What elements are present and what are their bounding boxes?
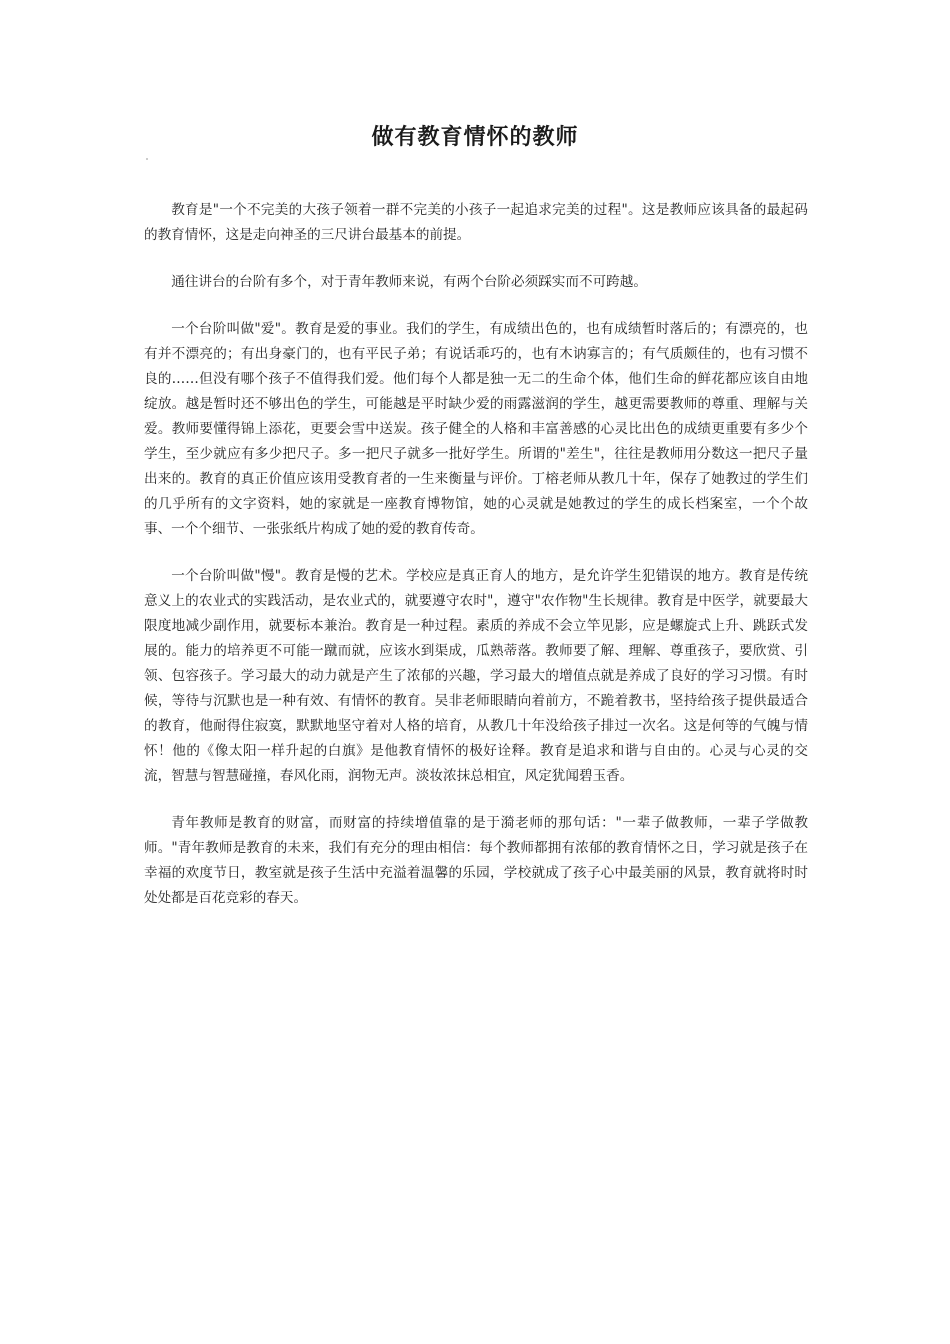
paragraph-steps: 通往讲台的台阶有多个，对于青年教师来说，有两个台阶必须踩实而不可跨越。 [171,274,647,290]
paragraph-love: 一个台阶叫做"爱"。教育是爱的事业。我们的学生，有成绩出色的，也有成绩暂时落后的；有漂亮的，也有并不漂亮的；有出身豪门的，也有平民子弟；有说话乖巧的，也有木讷寡言的；有气质颇佳的，也有习惯不良的……但没有哪个孩子不值得我们爱。他们每个人都是独一无二的生命个体，他们生命的鲜花都应该自由地绽放。越是暂时还不够出色的学生，可能越是平时缺少爱的雨露滋润的学生，越更需要教师的尊重、理解与关爱。教师要懂得锦上添花，更要会雪中送炭。孩子健全的人格和丰富善感的心灵比出色的成绩更重要有多少个学生，至少就应有多少把尺子。多一把尺子就多一批好学生。所谓的"差生"，往往是教师用分数这一把尺子量出来的。教育的真正价值应该用受教育者的一生来衡量与评价。丁榕老师从教几十年，保存了她教过的学生们的几乎所有的文字资料，她的家就是一座教育博物馆，她的心灵就是她教过的学生的成长档案室，一个个故事、一个个细节、一张张纸片构成了她的爱的教育传奇。 [144,321,808,537]
document-title: 做有教育情怀的教师 [371,125,579,150]
paragraph-conclusion: 青年教师是教育的财富，而财富的持续增值靠的是于漪老师的那句话："一辈子做教师，一辈子学做教师。"青年教师是教育的未来，我们有充分的理由相信：每个教师都拥有浓郁的教育情怀之日，学习就是孩子在幸福的欢度节日，教室就是孩子生活中充溢着温馨的乐园，学校就成了孩子心中最美丽的风景，教育就将时时处处都是百花竞彩的春天。 [144,815,808,906]
paragraph-intro: 教育是"一个不完美的大孩子领着一群不完美的小孩子一起追求完美的过程"。这是教师应该具备的最起码的教育情怀，这是走向神圣的三尺讲台最基本的前提。 [144,202,808,243]
document-body [144,198,808,933]
decorative-dot [146,158,148,160]
paragraph-slow: 一个台阶叫做"慢"。教育是慢的艺术。学校应是真正育人的地方，是允许学生犯错误的地方。教育是传统意义上的农业式的实践活动，是农业式的，就要遵守农时"，遵守"农作物"生长规律。教育是中医学，就要最大限度地减少副作用，就要标本兼治。教育是一种过程。素质的养成不会立竿见影，应是螺旋式上升、跳跃式发展的。能力的培养更不可能一蹴而就，应该水到渠成，瓜熟蒂落。教师要了解、理解、尊重孩子，要欣赏、引领、包容孩子。学习最大的动力就是产生了浓郁的兴趣，学习最大的增值点就是养成了良好的学习习惯。有时候，等待与沉默也是一种有效、有情怀的教育。吴非老师眼睛向着前方，不跪着教书，坚持给孩子提供最适合的教育，他耐得住寂寞，默默地坚守着对人格的培育，从教几十年没给孩子排过一次名。这是何等的气魄与情怀！他的《像太阳一样升起的白旗》是他教育情怀的极好诠释。教育是追求和谐与自由的。心灵与心灵的交流，智慧与智慧碰撞，春风化雨，润物无声。淡妆浓抹总相宜，风定犹闻碧玉香。 [144,568,808,784]
